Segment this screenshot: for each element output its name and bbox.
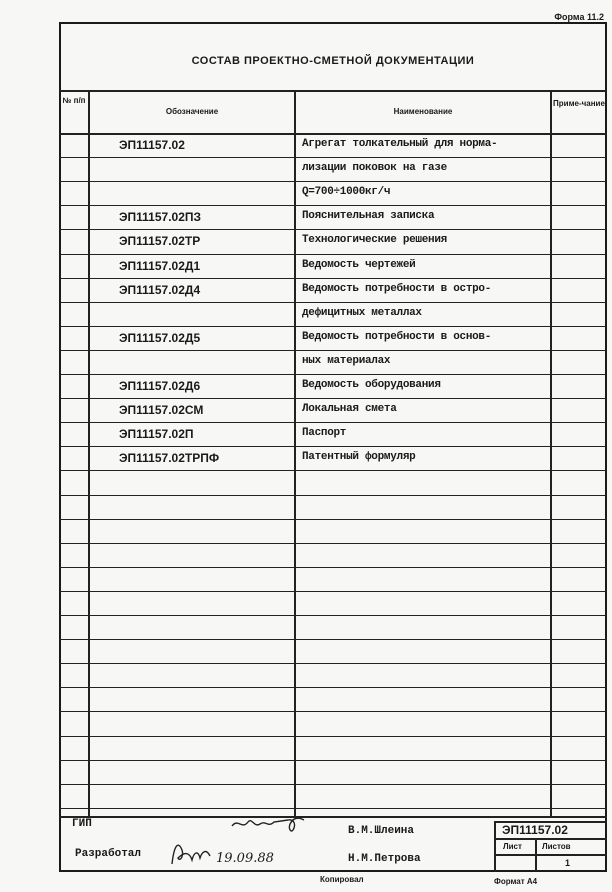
stamp-doc-code: ЭП11157.02	[502, 823, 568, 837]
row-designation: ЭП11157.02Д4	[119, 282, 201, 297]
row-rule	[59, 205, 607, 206]
copied-label: Копировал	[320, 875, 364, 884]
row-rule	[59, 326, 607, 327]
row-rule	[59, 784, 607, 785]
header-num: № п/п	[62, 96, 86, 105]
row-designation: ЭП11157.02Д6	[119, 379, 201, 393]
row-rule	[59, 687, 607, 688]
row-rule	[59, 519, 607, 520]
row-rule	[59, 711, 607, 712]
header-designation: Обозначение	[165, 107, 219, 116]
row-name: лизации поковок на газе	[302, 162, 447, 175]
gip-name: В.М.Шлеина	[348, 825, 415, 837]
row-name: Ведомость потребности в остро-	[302, 282, 492, 295]
row-rule	[59, 229, 607, 230]
developer-name: Н.М.Петрова	[348, 853, 421, 865]
row-rule	[59, 181, 607, 182]
col-divider-1	[88, 90, 90, 816]
col-divider-2	[294, 90, 296, 816]
row-rule	[59, 398, 607, 399]
row-rule	[59, 495, 607, 496]
row-rule	[59, 639, 607, 640]
row-name: Агрегат толкательный для норма-	[302, 138, 498, 150]
header-name: Наименование	[393, 107, 453, 116]
row-rule	[59, 591, 607, 592]
row-rule	[59, 808, 607, 809]
row-name: Технологические решения	[302, 234, 447, 247]
stamp-left-rule	[494, 821, 496, 872]
form-label: Форма 11.2	[554, 12, 604, 22]
col-divider-3	[550, 90, 552, 816]
gip-label: ГИП	[72, 818, 92, 830]
header-bottom-rule	[59, 133, 607, 135]
row-rule	[59, 543, 607, 544]
signature-date: 19.09.88	[216, 851, 274, 866]
row-designation: ЭП11157.02ТР	[119, 234, 201, 249]
stamp-sheet-label: Лист	[503, 842, 522, 851]
row-name: Ведомость чертежей	[302, 258, 416, 271]
row-rule	[59, 422, 607, 423]
row-designation: ЭП11157.02Д1	[119, 258, 201, 273]
developed-label: Разработал	[75, 848, 142, 860]
stamp-sheets-value: 1	[565, 858, 571, 868]
row-name: Ведомость оборудования	[302, 379, 441, 391]
row-rule	[59, 470, 607, 471]
stamp-mid-rule	[494, 838, 607, 840]
row-rule	[59, 615, 607, 616]
row-name: Ведомость потребности в основ-	[302, 330, 492, 343]
header-top-rule	[59, 90, 607, 92]
row-rule	[59, 567, 607, 568]
row-rule	[59, 374, 607, 375]
developer-signature	[166, 836, 216, 870]
row-rule	[59, 350, 607, 351]
row-rule	[59, 736, 607, 737]
row-rule	[59, 446, 607, 447]
row-designation: ЭП11157.02ПЗ	[119, 210, 202, 225]
row-designation: ЭП11157.02СМ	[119, 403, 204, 418]
row-designation: ЭП11157.02Д5	[119, 330, 201, 345]
row-rule	[59, 254, 607, 255]
row-name: ных материалах	[302, 354, 391, 367]
gip-signature	[228, 812, 308, 836]
stamp-col-rule	[535, 838, 537, 872]
row-name: Локальная смета	[302, 403, 397, 416]
row-name: Патентный формуляр	[302, 451, 416, 464]
row-rule	[59, 157, 607, 158]
row-name: Паспорт	[302, 427, 347, 440]
row-rule	[59, 278, 607, 279]
row-rule	[59, 663, 607, 664]
row-designation: ЭП11157.02	[119, 138, 185, 152]
row-name: Q=700÷1000кг/ч	[302, 186, 391, 199]
row-rule	[59, 760, 607, 761]
row-rule	[59, 302, 607, 303]
footer-top-rule	[59, 816, 607, 818]
row-designation: ЭП11157.02П	[119, 427, 194, 442]
header-note: Приме-чание	[553, 99, 605, 108]
format-label: Формат А4	[494, 877, 538, 886]
row-name: Пояснительная записка	[302, 210, 435, 223]
row-designation: ЭП11157.02ТРПФ	[119, 451, 220, 466]
stamp-sheets-label: Листов	[542, 842, 571, 851]
document-title: СОСТАВ ПРОЕКТНО-СМЕТНОЙ ДОКУМЕНТАЦИИ	[191, 55, 475, 67]
stamp-lower-rule	[494, 854, 607, 856]
row-name: дефицитных металлах	[302, 306, 422, 319]
